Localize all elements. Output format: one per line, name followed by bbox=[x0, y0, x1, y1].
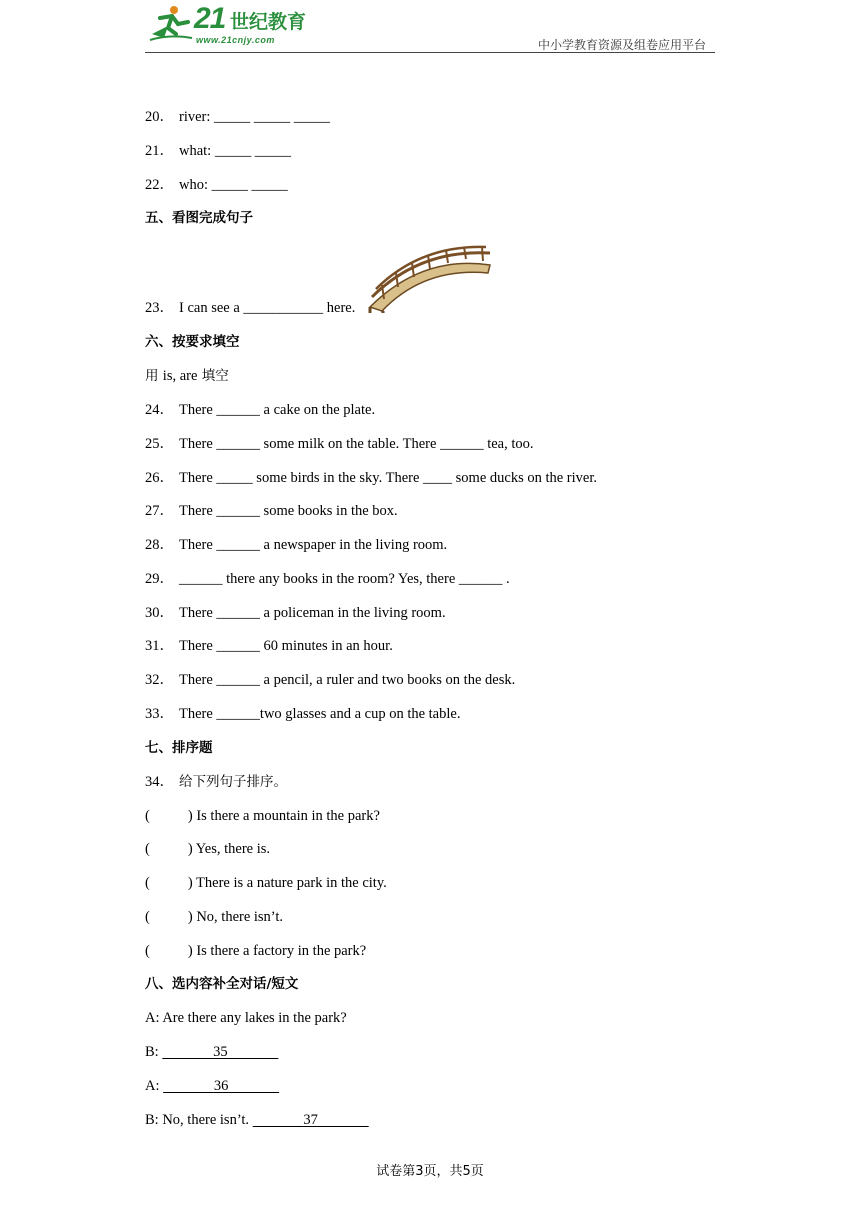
dialog-line-b2: B: No, there isn’t. 37 bbox=[145, 1112, 318, 1128]
order-item: ( ) No, there isn’t. bbox=[145, 909, 284, 925]
page-header bbox=[0, 0, 860, 60]
question-22: 22． who: _____ _____ bbox=[145, 177, 288, 193]
logo bbox=[148, 4, 318, 44]
question-32: 32． There ______ a pencil, a ruler and two books on the desk. bbox=[145, 672, 516, 688]
section-8-heading: 八、选内容补全对话/短文 bbox=[145, 976, 299, 992]
question-31: 31． There ______ 60 minutes in an hour. bbox=[145, 638, 393, 654]
order-item: ( ) There is a nature park in the city. bbox=[145, 875, 387, 891]
order-item: ( ) Is there a factory in the park? bbox=[145, 943, 367, 959]
question-29: 29． ______ there any books in the room? Yes, there ______ . bbox=[145, 571, 510, 587]
logo-name: 世纪教育 bbox=[230, 11, 307, 33]
order-item: ( ) Yes, there is. bbox=[145, 841, 271, 857]
bridge-image bbox=[362, 245, 494, 313]
section-6-heading: 六、按要求填空 bbox=[145, 334, 240, 350]
section-7-heading: 七、排序题 bbox=[145, 740, 213, 756]
dialog-line-a2: A: 36 bbox=[145, 1078, 229, 1094]
question-25: 25． There ______ some milk on the table. There ______ tea, too. bbox=[145, 436, 534, 452]
runner-logo-icon bbox=[148, 4, 194, 44]
question-27: 27． There ______ some books in the box. bbox=[145, 503, 398, 519]
question-33: 33． There ______two glasses and a cup on the table. bbox=[145, 706, 461, 722]
order-item: ( ) Is there a mountain in the park? bbox=[145, 808, 380, 824]
question-23: 23． I can see a ___________ here. bbox=[145, 300, 356, 316]
logo-url: www.21cnjy.com bbox=[196, 35, 275, 45]
dialog-line-a1: A: Are there any lakes in the park? bbox=[145, 1010, 347, 1026]
question-30: 30． There ______ a policeman in the living room. bbox=[145, 605, 446, 621]
blank-36: 36 bbox=[213, 1078, 229, 1094]
platform-name: 中小学教育资源及组卷应用平台 bbox=[537, 38, 706, 52]
question-28: 28． There ______ a newspaper in the living room. bbox=[145, 537, 448, 553]
blank-37: 37 bbox=[303, 1112, 318, 1128]
question-24: 24． There ______ a cake on the plate. bbox=[145, 402, 376, 418]
page-footer: 试卷第3页，共5页 bbox=[376, 1164, 484, 1179]
dialog-line-b1: B: 35 bbox=[145, 1044, 228, 1060]
header-divider bbox=[145, 52, 715, 53]
question-26: 26． There _____ some birds in the sky. There ____ some ducks on the river. bbox=[145, 470, 598, 486]
logo-number: 21 bbox=[194, 2, 226, 35]
section-5-heading: 五、看图完成句子 bbox=[145, 210, 253, 226]
blank-35: 35 bbox=[213, 1044, 228, 1060]
question-34: 34． 给下列句子排序。 bbox=[145, 774, 287, 790]
section-6-instruction: 用 is, are 填空 bbox=[145, 368, 229, 384]
question-21: 21． what: _____ _____ bbox=[145, 143, 291, 159]
question-20: 20． river: _____ _____ _____ bbox=[145, 109, 331, 125]
